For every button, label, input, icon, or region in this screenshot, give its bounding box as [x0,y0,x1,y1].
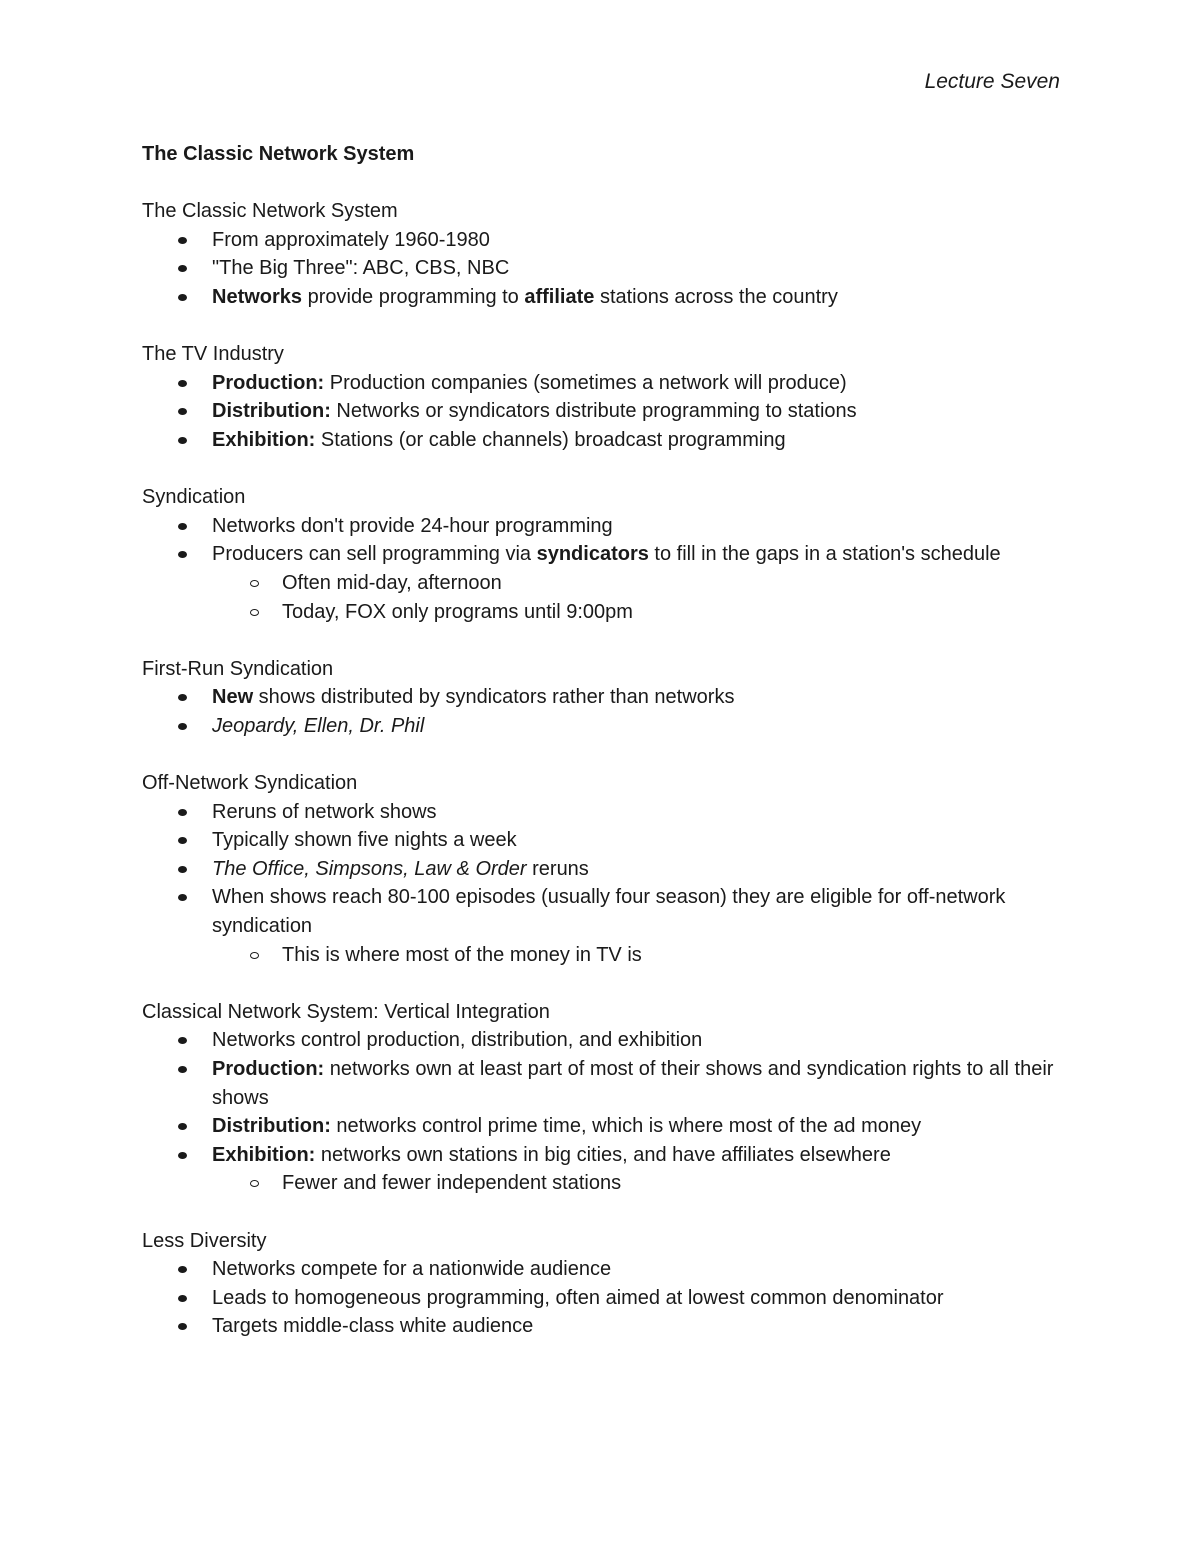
sub-bullet-list [212,569,1062,626]
list-item: Networks control production, distribution, and exhibition [142,1026,1062,1055]
list-item: "The Big Three": ABC, CBS, NBC [142,254,1062,283]
list-item: Jeopardy, Ellen, Dr. Phil [142,712,1062,741]
section-heading: The Classic Network System [142,200,398,223]
section-heading: Syndication [142,486,246,509]
bullet-icon [178,265,187,272]
bullet-icon [178,437,187,444]
hollow-bullet-icon [250,1180,259,1187]
bullet-list [142,798,1062,970]
hollow-bullet-icon [250,952,259,959]
bullet-icon [178,1066,187,1073]
hollow-bullet-icon [250,609,259,616]
bullet-icon [178,1037,187,1044]
list-item: Networks don't provide 24-hour programming [142,512,1062,541]
section-off-network-syndication [142,769,1062,969]
list-item: Targets middle-class white audience [142,1312,1062,1341]
bullet-icon [178,1266,187,1273]
bullet-list [142,369,1062,455]
document-body [142,140,1062,1370]
list-item: Production: Production companies (sometimes a network will produce) [142,369,1062,398]
section-tv-industry [142,340,1062,454]
sub-list-item: Often mid-day, afternoon [212,569,1062,598]
bullet-icon [178,237,187,244]
bullet-icon [178,723,187,730]
bullet-list [142,512,1062,626]
list-item: New shows distributed by syndicators rather than networks [142,683,1062,712]
section-heading: Off-Network Syndication [142,772,358,795]
bullet-icon [178,1152,187,1159]
section-heading: The TV Industry [142,343,284,366]
list-item: Distribution: networks control prime time, which is where most of the ad money [142,1112,1062,1141]
document-title: The Classic Network System [142,143,415,165]
bullet-icon [178,523,187,530]
bullet-icon [178,894,187,901]
bullet-icon [178,551,187,558]
list-item: Exhibition: Stations (or cable channels) broadcast programming [142,426,1062,455]
list-item: Leads to homogeneous programming, often aimed at lowest common denominator [142,1284,1062,1313]
section-heading: Less Diversity [142,1229,267,1252]
bullet-icon [178,1123,187,1130]
sub-list-item: This is where most of the money in TV is [212,941,1062,970]
bullet-icon [178,408,187,415]
list-item: The Office, Simpsons, Law & Order reruns [142,855,1062,884]
section-heading: First-Run Syndication [142,657,334,680]
bullet-list [142,226,1062,312]
list-item: Networks compete for a nationwide audience [142,1255,1062,1284]
sub-list-item: Fewer and fewer independent stations [212,1169,1062,1198]
list-item: Producers can sell programming via syndicators to fill in the gaps in a station's schedule Often mid-day, afternoon Today, FOX only programs until 9:00pm [142,540,1062,626]
list-item: Networks provide programming to affiliate stations across the country [142,283,1062,312]
bullet-icon [178,809,187,816]
bullet-list [142,1026,1062,1198]
section-heading: Classical Network System: Vertical Integration [142,1000,550,1023]
list-item: Exhibition: networks own stations in big cities, and have affiliates elsewhere Fewer and fewer independent stations [142,1141,1062,1198]
section-vertical-integration [142,998,1062,1198]
bullet-icon [178,294,187,301]
list-item: Reruns of network shows [142,798,1062,827]
bullet-icon [178,1295,187,1302]
hollow-bullet-icon [250,580,259,587]
list-item: From approximately 1960-1980 [142,226,1062,255]
sub-list-item: Today, FOX only programs until 9:00pm [212,598,1062,627]
section-classic-network-system [142,197,1062,311]
list-item: When shows reach 80-100 episodes (usually four season) they are eligible for off-network syndication This is where most of the money in TV is [142,883,1062,969]
bullet-icon [178,1323,187,1330]
bullet-icon [178,694,187,701]
bullet-icon [178,837,187,844]
bullet-icon [178,866,187,873]
list-item: Distribution: Networks or syndicators distribute programming to stations [142,397,1062,426]
sub-bullet-list [212,1169,1062,1198]
section-less-diversity [142,1227,1062,1341]
sub-bullet-list [212,941,1062,970]
lecture-label: Lecture Seven [924,70,1060,93]
bullet-list [142,683,1062,740]
list-item: Typically shown five nights a week [142,826,1062,855]
bullet-list [142,1255,1062,1341]
bullet-icon [178,380,187,387]
section-first-run-syndication [142,655,1062,741]
list-item: Production: networks own at least part of most of their shows and syndication rights to all their shows [142,1055,1062,1112]
section-syndication [142,483,1062,626]
